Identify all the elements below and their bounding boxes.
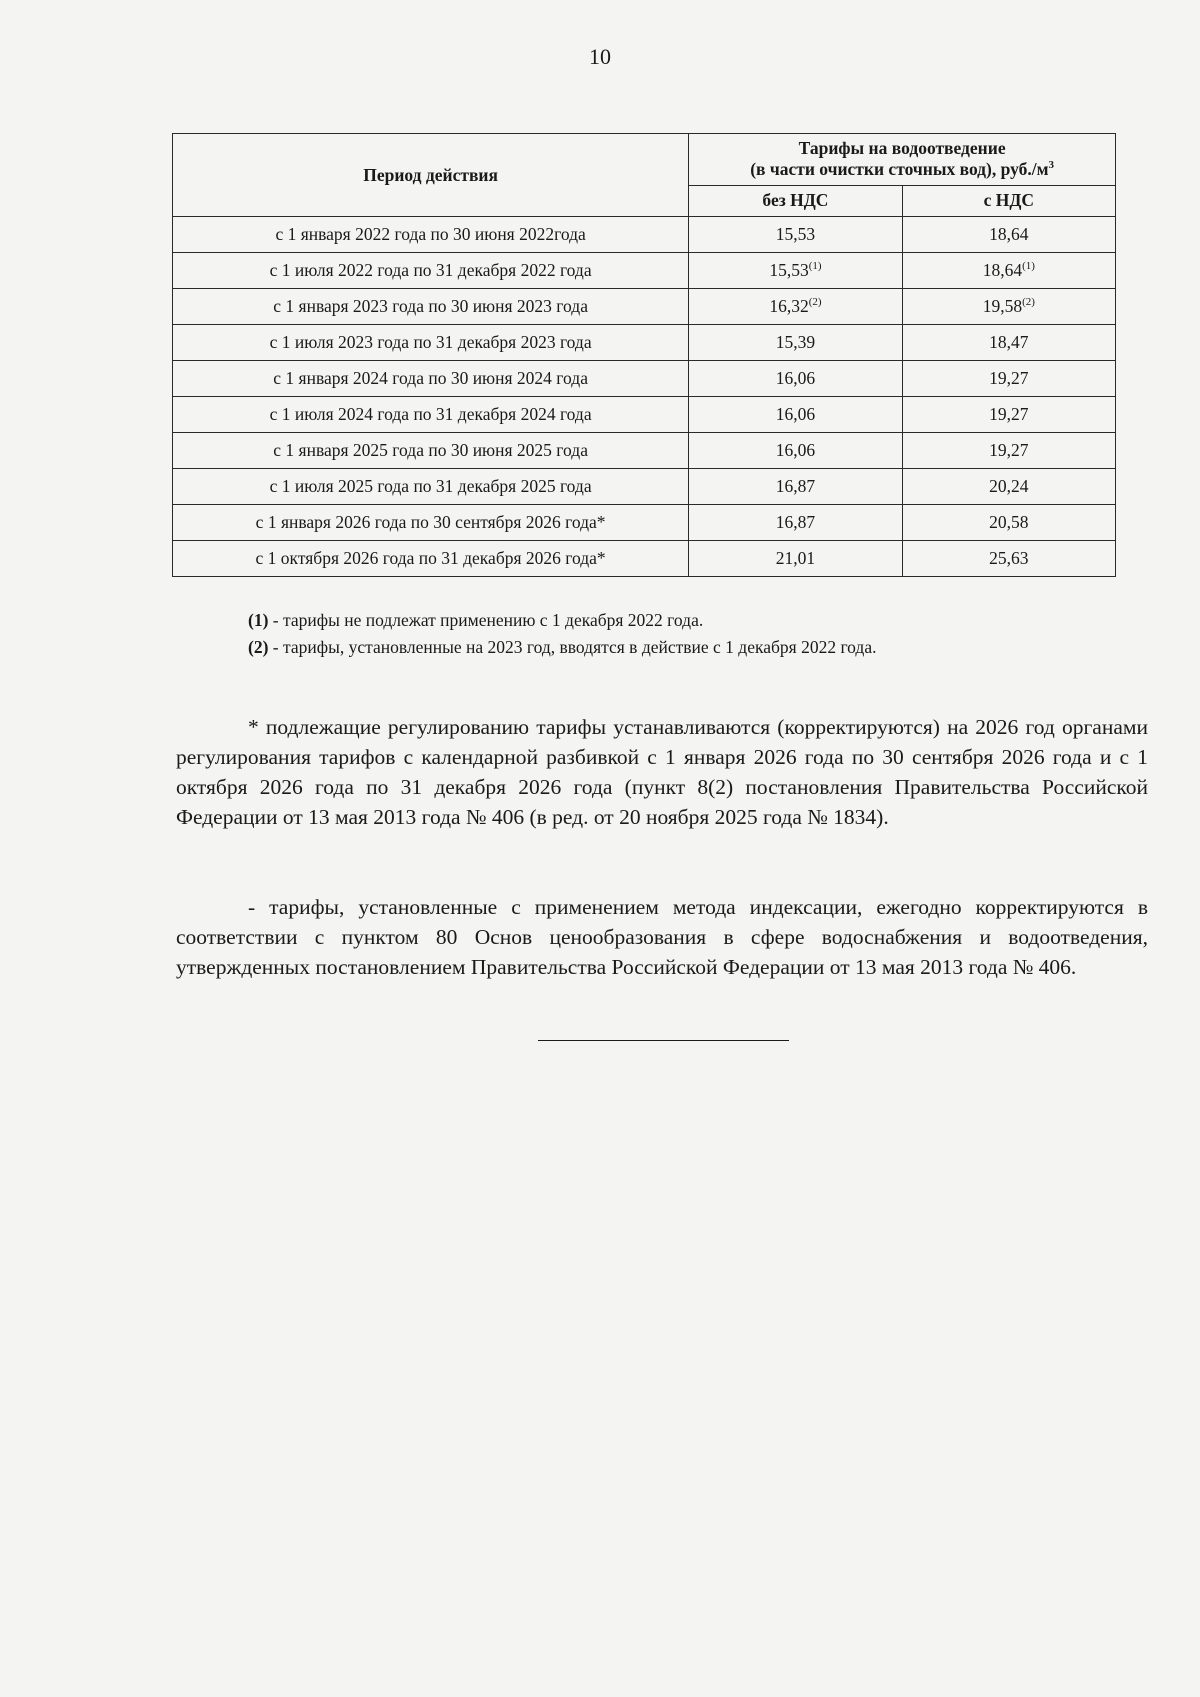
with-vat-value: 18,47 — [989, 332, 1029, 352]
with-vat-note: (1) — [1022, 260, 1035, 272]
without-vat-value: 15,53 — [769, 260, 809, 280]
without-vat-cell — [689, 361, 902, 397]
with-vat-cell — [902, 217, 1115, 253]
indexation-note-paragraph: - тарифы, установленные с применением метода индексации, ежегодно корректируются в соответствии с пунктом 80 Основ ценообразования в сфере водоснабжения и водоотведения, утвержденных постановлением Правительства Российской Федерации от 13 мая 2013 года № 406. — [176, 894, 1148, 979]
header-without-vat: без НДС — [689, 185, 902, 216]
without-vat-value: 15,39 — [775, 332, 816, 352]
table-header-row — [173, 134, 1116, 186]
with-vat-cell — [902, 541, 1115, 577]
without-vat-value: 21,01 — [775, 548, 816, 568]
table-row — [173, 505, 1116, 541]
table-row — [173, 397, 1116, 433]
with-vat-cell — [902, 325, 1115, 361]
without-vat-value: 16,87 — [775, 476, 816, 496]
without-vat-cell — [689, 253, 902, 289]
tariff-table — [172, 133, 1116, 577]
tariff-table-body — [173, 217, 1116, 577]
table-row — [173, 325, 1116, 361]
table-row — [173, 217, 1116, 253]
period-cell: с 1 июля 2025 года по 31 декабря 2025 года — [173, 469, 689, 505]
period-cell: с 1 июля 2022 года по 31 декабря 2022 года — [173, 253, 689, 289]
with-vat-cell — [902, 289, 1115, 325]
footnote-2 — [248, 634, 876, 661]
without-vat-cell — [689, 217, 902, 253]
closing-rule — [538, 1040, 789, 1041]
header-tariffs — [689, 134, 1116, 186]
header-with-vat: с НДС — [902, 185, 1115, 216]
table-row — [173, 469, 1116, 505]
without-vat-cell — [689, 505, 902, 541]
period-cell: с 1 января 2024 года по 30 июня 2024 года — [173, 361, 689, 397]
table-row — [173, 289, 1116, 325]
with-vat-value: 19,27 — [989, 440, 1029, 460]
period-cell: с 1 июля 2024 года по 31 декабря 2024 года — [173, 397, 689, 433]
without-vat-value: 16,06 — [775, 404, 816, 424]
table-row — [173, 433, 1116, 469]
with-vat-cell — [902, 253, 1115, 289]
footnote-2-marker: (2) — [248, 637, 269, 657]
with-vat-note: (2) — [1022, 296, 1035, 308]
period-cell: с 1 октября 2026 года по 31 декабря 2026 года* — [173, 541, 689, 577]
header-tariffs-line2: (в части очистки сточных вод), руб./м — [750, 159, 1049, 180]
without-vat-cell — [689, 433, 902, 469]
asterisk-note-paragraph: * подлежащие регулированию тарифы устанавливаются (корректируются) на 2026 год органами регулирования тарифов с календарной разбивкой с 1 января 2026 года по 30 сентября 2026 года и с 1 октября 2026 года по 31 декабря 2026 года (пункт 8(2) постановления Правительства Российской Федерации от 13 мая 2013 года № 406 (в ред. от 20 ноября 2025 года № 1834). — [176, 714, 1148, 829]
with-vat-value: 25,63 — [989, 548, 1029, 568]
table-row — [173, 253, 1116, 289]
with-vat-value: 18,64 — [982, 260, 1023, 280]
footnote-1 — [248, 607, 876, 634]
footnote-1-text: - тарифы не подлежат применению с 1 декабря 2022 года. — [268, 610, 704, 630]
period-cell: с 1 января 2025 года по 30 июня 2025 года — [173, 433, 689, 469]
without-vat-cell — [689, 289, 902, 325]
without-vat-value: 16,06 — [775, 368, 816, 388]
without-vat-cell — [689, 325, 902, 361]
with-vat-value: 19,27 — [989, 404, 1029, 424]
with-vat-cell — [902, 361, 1115, 397]
table-row — [173, 541, 1116, 577]
period-cell: с 1 января 2026 года по 30 сентября 2026 года* — [173, 505, 689, 541]
period-cell: с 1 января 2023 года по 30 июня 2023 года — [173, 289, 689, 325]
with-vat-value: 20,58 — [989, 512, 1029, 532]
header-period: Период действия — [173, 134, 689, 217]
period-cell: с 1 января 2022 года по 30 июня 2022года — [173, 217, 689, 253]
without-vat-note: (2) — [808, 296, 822, 308]
without-vat-value: 16,87 — [775, 512, 816, 532]
with-vat-value: 19,27 — [989, 368, 1029, 388]
header-tariffs-unit-sup: 3 — [1048, 159, 1055, 172]
footnotes — [248, 607, 876, 661]
header-tariffs-line1: Тарифы на водоотведение — [798, 138, 1006, 159]
without-vat-cell — [689, 397, 902, 433]
with-vat-value: 18,64 — [989, 224, 1029, 244]
footnote-1-marker: (1) — [248, 610, 269, 630]
with-vat-cell — [902, 433, 1115, 469]
with-vat-cell — [902, 469, 1115, 505]
without-vat-value: 16,06 — [775, 440, 816, 460]
footnote-2-text: - тарифы, установленные на 2023 год, вводятся в действие с 1 декабря 2022 года. — [268, 637, 877, 657]
without-vat-value: 15,53 — [775, 224, 816, 244]
without-vat-value: 16,32 — [769, 296, 809, 316]
page-number: 10 — [589, 44, 611, 69]
without-vat-cell — [689, 541, 902, 577]
table-row — [173, 361, 1116, 397]
with-vat-value: 20,24 — [989, 476, 1029, 496]
period-cell: с 1 июля 2023 года по 31 декабря 2023 года — [173, 325, 689, 361]
with-vat-value: 19,58 — [982, 296, 1023, 316]
with-vat-cell — [902, 397, 1115, 433]
without-vat-note: (1) — [808, 260, 822, 272]
without-vat-cell — [689, 469, 902, 505]
with-vat-cell — [902, 505, 1115, 541]
